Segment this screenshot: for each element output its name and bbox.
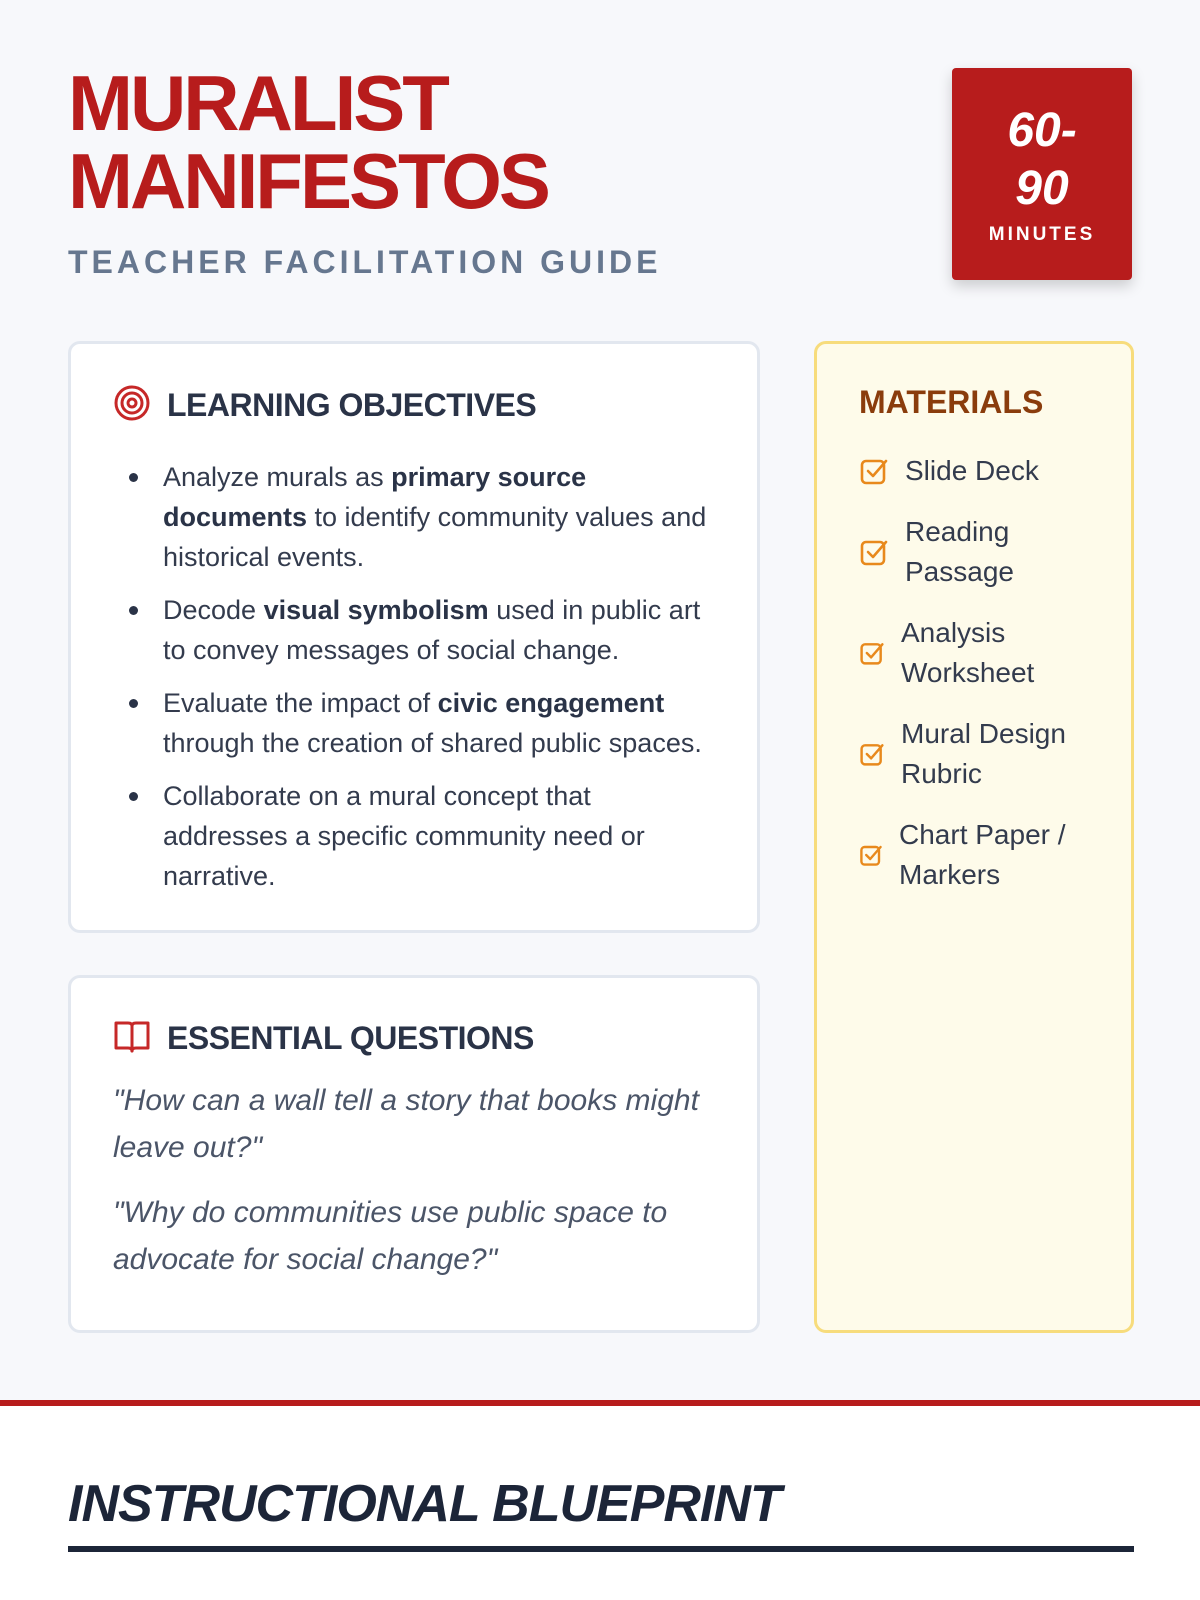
material-label: Analysis Worksheet	[901, 617, 1035, 688]
essential-question: "Why do communities use public space to advocate for social change?"	[113, 1196, 668, 1276]
material-label: Chart Paper / Markers	[899, 819, 1066, 890]
objective-emphasis: visual symbolism	[263, 595, 489, 625]
list-item	[859, 512, 1091, 592]
open-book-icon	[113, 1018, 151, 1059]
essential-questions-header	[113, 1018, 717, 1059]
objective-text: Collaborate on a mural concept that addresses a specific community need or narrative.	[163, 781, 645, 891]
objective-text: to identify community values and historical events.	[163, 502, 707, 572]
checkbox-icon	[859, 843, 883, 867]
objective-text: through the creation of shared public spaces.	[163, 728, 702, 758]
heading-underline	[68, 1546, 1134, 1552]
material-label: Reading Passage	[905, 516, 1014, 587]
list-item	[859, 451, 1091, 491]
materials-list	[859, 451, 1091, 895]
duration-unit: MINUTES	[988, 224, 1096, 245]
essential-questions-card	[68, 975, 760, 1333]
checkbox-icon	[859, 537, 889, 567]
list-item	[859, 714, 1091, 794]
materials-title: MATERIALS	[859, 384, 1044, 420]
objectives-list	[113, 457, 717, 896]
page-subtitle: TEACHER FACILITATION GUIDE	[68, 244, 662, 280]
checkbox-icon	[859, 456, 889, 486]
title-line-2: MANIFESTOS	[68, 137, 548, 225]
list-item	[859, 613, 1091, 693]
objective-text: used in public art to convey messages of social change.	[163, 595, 701, 665]
duration-value: 60-90	[1007, 104, 1077, 215]
essential-questions-title: ESSENTIAL QUESTIONS	[167, 1020, 534, 1056]
list-item	[859, 815, 1091, 895]
objective-text: Analyze murals as	[163, 462, 392, 492]
list-item	[127, 683, 717, 763]
list-item	[127, 590, 717, 670]
page-header	[68, 59, 1132, 294]
material-label: Slide Deck	[905, 455, 1039, 486]
target-icon	[113, 384, 151, 427]
duration-badge	[952, 68, 1132, 280]
blueprint-heading: INSTRUCTIONAL BLUEPRINT	[68, 1475, 781, 1533]
objective-emphasis: primary source documents	[163, 462, 587, 532]
material-label: Mural Design Rubric	[901, 718, 1066, 789]
materials-panel	[814, 341, 1134, 1333]
learning-objectives-header	[113, 384, 717, 427]
objective-emphasis: civic engagement	[437, 688, 665, 718]
list-item	[127, 457, 717, 577]
learning-objectives-card	[68, 341, 760, 933]
learning-objectives-title: LEARNING OBJECTIVES	[167, 387, 537, 423]
objective-text: Decode	[163, 595, 264, 625]
essential-question: "How can a wall tell a story that books might leave out?"	[113, 1084, 699, 1164]
list-item	[127, 776, 717, 896]
title-line-1: MURALIST	[68, 59, 447, 147]
checkbox-icon	[859, 640, 885, 666]
objective-text: Evaluate the impact of	[163, 688, 438, 718]
checkbox-icon	[859, 741, 885, 767]
